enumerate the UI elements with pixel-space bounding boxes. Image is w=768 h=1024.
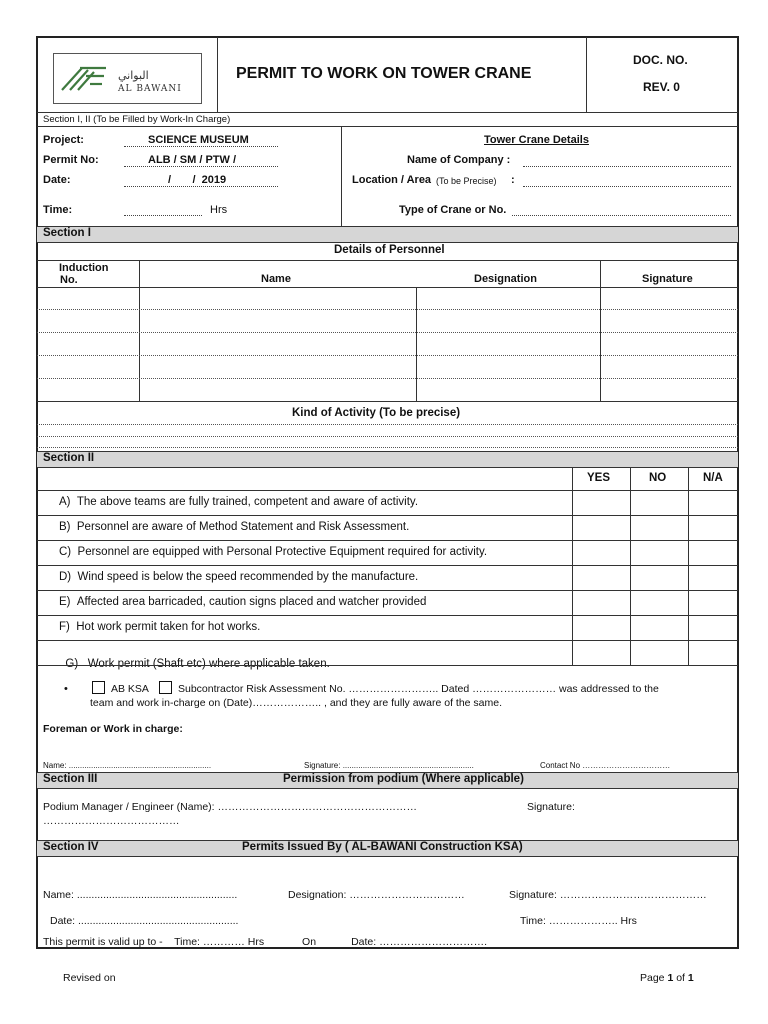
permit-underline xyxy=(124,166,278,167)
location-note: (To be Precise) xyxy=(436,176,497,186)
col-signature: Signature xyxy=(642,273,693,285)
col-yes: YES xyxy=(587,472,611,484)
permit-label: Permit No: xyxy=(43,154,99,166)
section-4-title: Permits Issued By ( AL-BAWANI Construction KSA) xyxy=(242,841,523,853)
col-na: N/A xyxy=(703,472,723,484)
checklist-item-d xyxy=(59,571,418,583)
item-letter: A) xyxy=(59,496,71,508)
col-divider xyxy=(688,467,689,665)
foreman-label: Foreman or Work in charge: xyxy=(43,723,183,735)
divider xyxy=(37,515,738,516)
page-current: 1 xyxy=(667,972,674,984)
issuer-date-field[interactable]: Date: ....................................................... xyxy=(50,915,239,927)
section-4-header xyxy=(37,840,738,857)
page-prefix: Page xyxy=(640,972,668,984)
item-letter: E) xyxy=(59,596,71,608)
col-divider xyxy=(600,261,601,401)
subcontractor-text-2: team and work in-charge on (Date)……………….. , and they are fully aware of the same. xyxy=(90,697,503,709)
permit-no-field[interactable]: ALB / SM / PTW / xyxy=(148,154,236,166)
item-letter: B) xyxy=(59,521,71,533)
project-underline xyxy=(124,146,278,147)
divider xyxy=(37,287,738,288)
header-divider xyxy=(217,37,218,112)
divider xyxy=(37,565,738,566)
item-text: Affected area barricaded, caution signs placed and watcher provided xyxy=(76,596,427,608)
section-4-label: Section IV xyxy=(43,841,99,853)
date-field[interactable]: / / 2019 xyxy=(168,174,227,186)
crane-type-field[interactable] xyxy=(512,215,731,216)
location-colon: : xyxy=(511,174,515,186)
activity-title: Kind of Activity (To be precise) xyxy=(292,407,461,419)
bullet: • xyxy=(64,683,68,695)
crane-details-title: Tower Crane Details xyxy=(484,134,589,146)
rev-label: REV. 0 xyxy=(643,80,680,94)
project-value: SCIENCE MUSEUM xyxy=(148,134,249,146)
issuer-name-field[interactable]: Name: ....................................................... xyxy=(43,889,238,901)
time-label: Time: xyxy=(43,204,73,216)
issuer-time-field[interactable]: Time: ……………….. Hrs xyxy=(520,915,637,927)
location-label: Location / Area xyxy=(352,174,432,186)
divider xyxy=(37,260,738,261)
checklist-item-c xyxy=(59,546,487,558)
company-field[interactable] xyxy=(523,166,731,167)
issuer-signature-field[interactable]: Signature: …………………………………… xyxy=(509,889,707,901)
item-text: Hot work permit taken for hot works. xyxy=(76,621,261,633)
checklist-item-a xyxy=(59,496,418,508)
personnel-title: Details of Personnel xyxy=(334,244,445,256)
checklist-item-b xyxy=(59,521,409,533)
logo-mark-icon xyxy=(60,64,108,92)
info-divider xyxy=(341,127,342,226)
activity-line[interactable] xyxy=(37,436,738,437)
date-label: Date: xyxy=(43,174,71,186)
col-induction: Induction xyxy=(59,262,109,274)
logo-name: AL BAWANI xyxy=(118,84,182,94)
divider xyxy=(37,112,738,113)
col-induction-no: No. xyxy=(60,274,78,286)
checklist-item-g xyxy=(59,646,330,670)
crane-type-label: Type of Crane or No. xyxy=(399,204,507,216)
divider xyxy=(37,640,738,641)
logo-arabic: البواني xyxy=(118,69,149,82)
table-row[interactable] xyxy=(37,355,738,356)
validity-line[interactable]: This permit is valid up to - Time: ………… Hrs On Date: …………………………. xyxy=(43,936,487,948)
section-3-label: Section III xyxy=(43,773,98,785)
item-letter: D) xyxy=(59,571,72,583)
table-row[interactable] xyxy=(37,332,738,333)
company-label: Name of Company : xyxy=(407,154,511,166)
col-designation: Designation xyxy=(474,273,537,285)
divider xyxy=(37,615,738,616)
page-total: 1 xyxy=(687,972,694,984)
page-of: of xyxy=(673,972,688,984)
divider xyxy=(37,590,738,591)
divider xyxy=(37,401,738,402)
col-divider xyxy=(416,287,417,401)
divider xyxy=(37,540,738,541)
issuer-designation-field[interactable]: Designation: …………………………… xyxy=(288,889,465,901)
section-note: Section I, II (To be Filled by Work-In Charge) xyxy=(43,114,231,125)
page-number xyxy=(640,972,694,984)
section-1-label: Section I xyxy=(43,227,91,239)
foreman-name-field[interactable]: Name: ................................................................ xyxy=(43,761,212,770)
col-name: Name xyxy=(261,273,291,285)
col-divider xyxy=(572,467,573,665)
date-underline xyxy=(124,186,278,187)
item-text: Personnel are aware of Method Statement and Risk Assessment. xyxy=(76,521,410,533)
podium-dots: ………………………………… xyxy=(43,815,180,827)
col-divider xyxy=(630,467,631,665)
item-text: Personnel are equipped with Personal Protective Equipment required for activity. xyxy=(77,546,488,558)
page-title: PERMIT TO WORK ON TOWER CRANE xyxy=(236,65,532,82)
item-letter: F) xyxy=(59,621,70,633)
subcontractor-text: Subcontractor Risk Assessment No. …………………….. Dated …………………… was addressed to the xyxy=(178,683,659,695)
project-label: Project: xyxy=(43,134,84,146)
podium-name-field[interactable]: Podium Manager / Engineer (Name): ………………………………………………… xyxy=(43,801,417,813)
divider xyxy=(37,126,738,127)
item-text: Work permit (Shaft etc) where applicable taken. xyxy=(84,658,330,670)
foreman-contact-field[interactable]: Contact No …………………………… xyxy=(540,761,671,770)
ab-ksa-label: AB KSA xyxy=(111,683,149,695)
checklist-item-e xyxy=(59,596,426,608)
item-letter: G) xyxy=(65,658,79,670)
ab-ksa-checkbox[interactable] xyxy=(92,681,105,694)
revised-on: Revised on xyxy=(63,972,116,984)
divider xyxy=(37,665,738,666)
foreman-signature-field[interactable]: Signature: ........................................................... xyxy=(304,761,474,770)
item-text: The above teams are fully trained, competent and aware of activity. xyxy=(76,496,419,508)
section-2-label: Section II xyxy=(43,452,95,464)
podium-signature-field[interactable]: Signature: xyxy=(527,801,575,813)
table-row[interactable] xyxy=(37,309,738,310)
activity-line[interactable] xyxy=(37,424,738,425)
section-3-header xyxy=(37,772,738,789)
divider xyxy=(37,490,738,491)
table-row[interactable] xyxy=(37,378,738,379)
location-field[interactable] xyxy=(523,186,731,187)
col-no: NO xyxy=(649,472,667,484)
section-1-header xyxy=(37,226,738,243)
item-text: Wind speed is below the speed recommended by the manufacture. xyxy=(77,571,419,583)
activity-line[interactable] xyxy=(37,447,738,448)
subcontractor-checkbox[interactable] xyxy=(159,681,172,694)
col-divider xyxy=(139,261,140,401)
header-divider xyxy=(586,37,587,112)
time-field[interactable] xyxy=(124,215,202,216)
doc-no-label: DOC. NO. xyxy=(633,53,688,67)
checklist-item-f xyxy=(59,621,260,633)
section-2-header xyxy=(37,451,738,468)
logo-box xyxy=(53,53,202,104)
item-letter: C) xyxy=(59,546,72,558)
time-unit: Hrs xyxy=(210,204,228,216)
section-3-title: Permission from podium (Where applicable) xyxy=(283,773,524,785)
